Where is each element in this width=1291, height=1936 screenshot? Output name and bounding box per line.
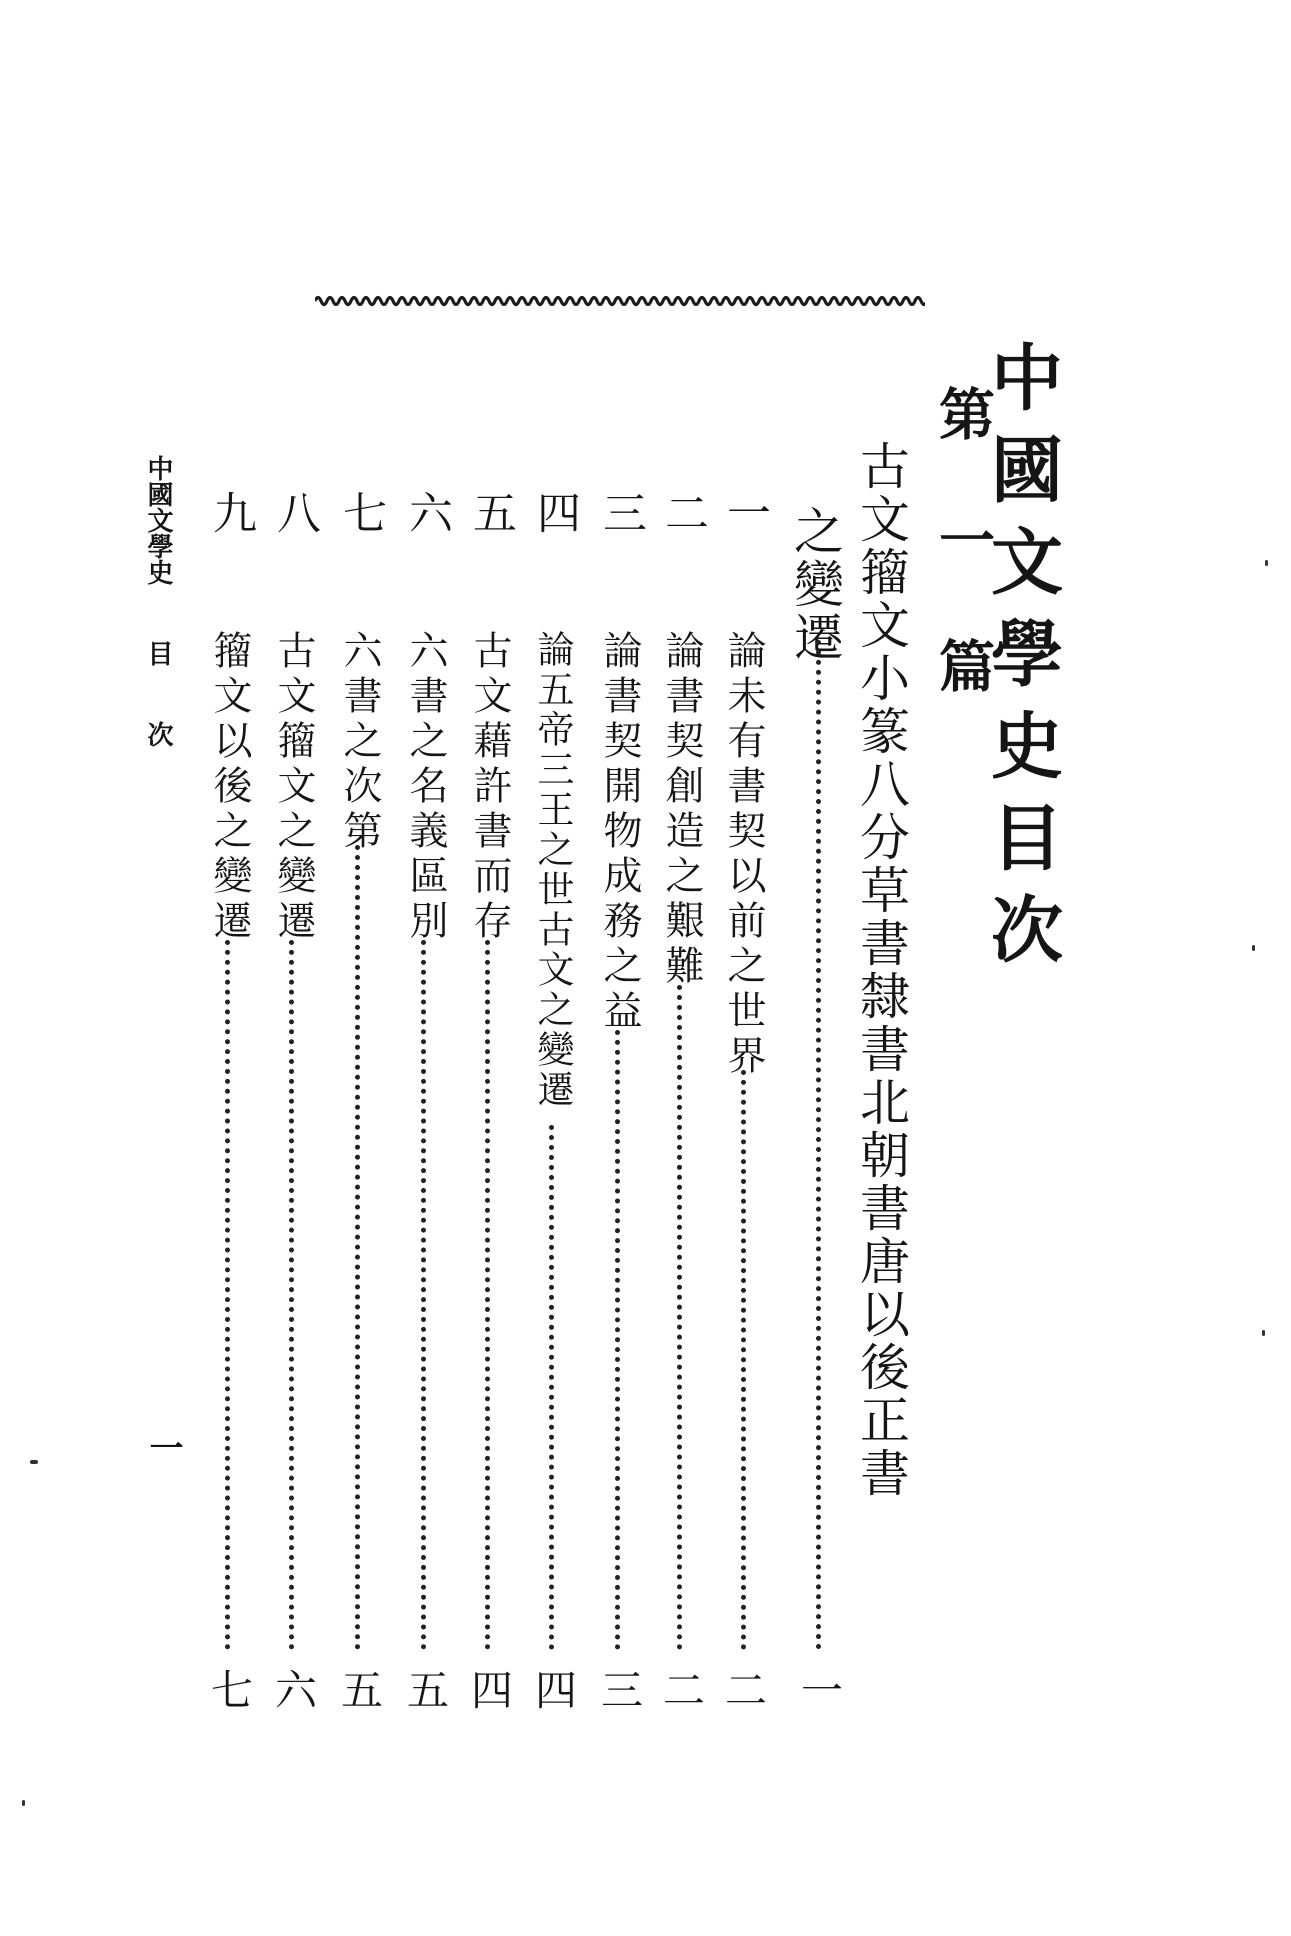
- entry-number: 九: [205, 490, 256, 534]
- entry-page-number: 三: [595, 1668, 644, 1710]
- running-head-section: 目: [143, 640, 173, 666]
- part-heading: [930, 385, 996, 693]
- entry-dot-leader: [225, 940, 230, 1650]
- scan-speck: [22, 1800, 25, 1806]
- chapter-dot-leader: [816, 640, 821, 1650]
- entry-title: 六書之次第: [337, 630, 382, 855]
- entry-page-number: 五: [335, 1668, 384, 1710]
- entry-number: 六: [401, 490, 452, 534]
- entry-dot-leader: [421, 940, 426, 1650]
- entry-page-number: 五: [401, 1668, 450, 1710]
- entry-number: 二: [657, 490, 708, 534]
- entry-title: 論未有書契以前之世界: [721, 630, 766, 1080]
- chapter-page-number: 一: [795, 1668, 844, 1710]
- entry-page-number: 二: [657, 1668, 706, 1710]
- running-head-book-title: 中國文學史: [143, 455, 173, 585]
- entry-page-number: 四: [465, 1668, 514, 1710]
- part-number: 一: [930, 511, 996, 567]
- entry-title: 古文籀文之變遷: [271, 630, 316, 945]
- entry-title: 六書之名義區別: [403, 630, 448, 945]
- entry-number: 一: [719, 490, 770, 534]
- page-title: 中國文學史目次: [979, 340, 1064, 984]
- entry-dot-leader: [355, 845, 360, 1650]
- scan-speck: [1252, 945, 1255, 951]
- entry-dot-leader: [549, 1125, 554, 1650]
- chapter-title-continuation: 之變遷: [786, 505, 844, 664]
- entry-dot-leader: [677, 985, 682, 1650]
- entry-page-number: 六: [269, 1668, 318, 1710]
- entry-dot-leader: [615, 1030, 620, 1650]
- scan-speck: [1262, 1330, 1265, 1336]
- scan-speck: [30, 1460, 38, 1464]
- scan-speck: [1265, 560, 1268, 566]
- entry-number: 三: [595, 490, 646, 534]
- entry-title: 籀文以後之變遷: [207, 630, 252, 945]
- wavy-rule-ornament: [315, 290, 925, 312]
- part-label: 第: [930, 385, 996, 441]
- entry-page-number: 二: [719, 1668, 768, 1710]
- entry-title: 論書契開物成務之益: [597, 630, 642, 1035]
- running-head-section-2: 次: [143, 721, 173, 747]
- entry-dot-leader: [289, 940, 294, 1650]
- part-suffix: 篇: [930, 637, 996, 693]
- entry-page-number: 四: [529, 1668, 578, 1710]
- entry-number: 五: [465, 490, 516, 534]
- folio-page-number: 一: [143, 1430, 183, 1464]
- entry-dot-leader: [485, 940, 490, 1650]
- entry-title: 論五帝三王之世古文之變遷: [531, 630, 574, 1110]
- chapter-title: 古文籀文小篆八分草書隸書北朝書唐以後正書: [852, 440, 910, 1500]
- entry-title: 古文藉許書而存: [467, 630, 512, 945]
- entry-title: 論書契創造之艱難: [659, 630, 704, 990]
- running-head: [145, 455, 171, 747]
- entry-dot-leader: [741, 1070, 746, 1650]
- entry-number: 七: [335, 490, 386, 534]
- entry-number: 八: [269, 490, 320, 534]
- entry-number: 四: [529, 490, 580, 534]
- entry-page-number: 七: [205, 1668, 254, 1710]
